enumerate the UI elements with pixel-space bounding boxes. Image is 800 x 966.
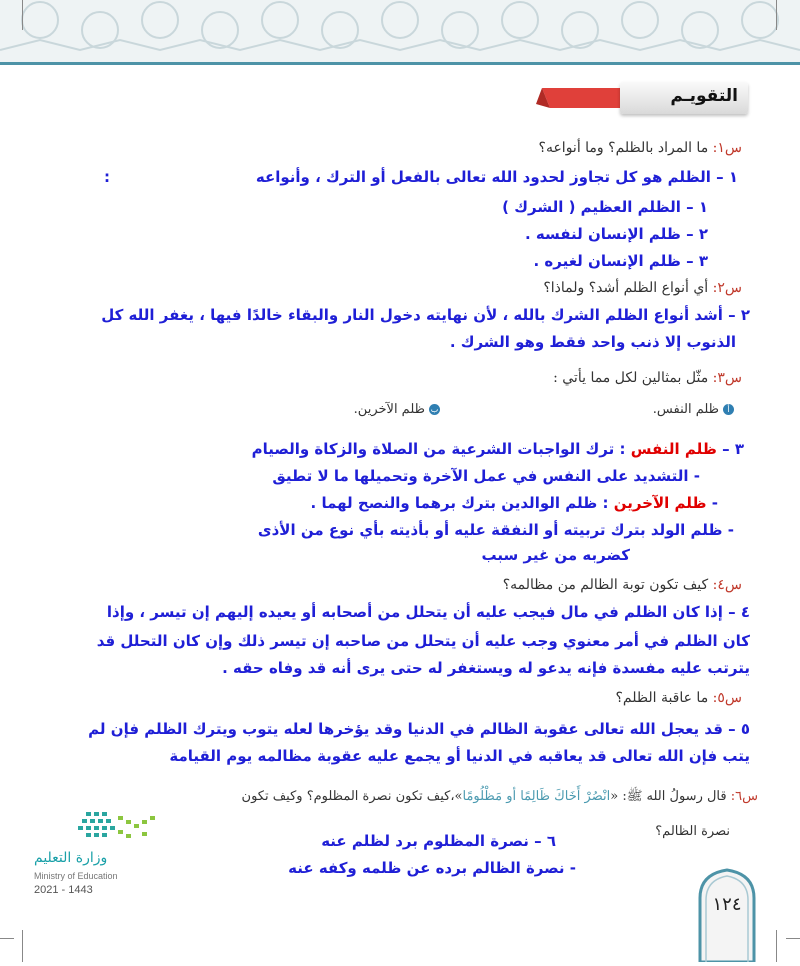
crop-mark — [0, 938, 14, 939]
option-text: ظلم الآخرين. — [353, 402, 425, 417]
page-number-tab — [696, 868, 758, 962]
question-label: س٤: — [712, 577, 742, 593]
answer-text: : — [104, 168, 110, 186]
question-text: »،كيف تكون نصرة المظلوم؟ وكيف تكون — [241, 789, 463, 804]
question-text: ما عاقبة الظلم؟ — [615, 690, 709, 706]
answer-4-line-1: ٤ – إذا كان الظلم في مال فيجب عليه أن يتحلل من أصحابه أو يعيده إليهم إن تيسر ، وإذا — [106, 603, 750, 621]
answer-4-line-2: كان الظلم في أمر معنوي وجب عليه أن يتحلل من صاحبه إن تيسر ذلك وإن كان التحلل قد — [96, 632, 750, 650]
header-pattern — [0, 0, 800, 62]
answer-6-line-2: - نصرة الظالم برده عن ظلمه وكفه عنه — [288, 859, 576, 877]
question-text: قال رسولُ الله ﷺ: « — [610, 789, 727, 804]
ministry-logo-icon — [34, 808, 164, 848]
header-rule — [0, 62, 800, 65]
question-1 — [539, 140, 742, 156]
option-text: ظلم النفس. — [652, 402, 719, 417]
ministry-year: 2021 - 1443 — [34, 884, 93, 896]
option-a — [653, 402, 734, 417]
answer-1-item-3: ٣ – ظلم الإنسان لغيره . — [533, 252, 708, 270]
answer-3-line-1 — [252, 440, 744, 458]
question-2 — [543, 280, 742, 296]
question-5 — [615, 690, 742, 706]
question-label: س٦: — [730, 789, 758, 804]
option-marker: ب — [430, 405, 439, 414]
question-text: كيف تكون توبة الظالم من مظالمه؟ — [502, 577, 709, 593]
question-text: مثّل بمثالين لكل مما يأتي : — [553, 370, 709, 386]
crop-mark — [786, 938, 800, 939]
answer-3-line-3 — [311, 494, 718, 512]
question-text: ما المراد بالظلم؟ وما أنواعه؟ — [538, 140, 709, 156]
question-label: س٢: — [712, 280, 742, 296]
answer-1-colon — [104, 168, 110, 186]
answer-3-line-4: - ظلم الولد بترك تربيته أو النفقة عليه أو بأذيته بأي نوع من الأذى — [257, 521, 734, 539]
hadith-text: انْصُرْ أَخَاكَ ظَالِمًا أو مَظْلُومًا — [462, 789, 611, 804]
ministry-name-arabic: وزارة التعليم — [34, 850, 108, 866]
question-6-line-2: نصرة الظالم؟ — [655, 824, 730, 839]
question-label: س١: — [712, 140, 742, 156]
crop-mark — [22, 930, 23, 962]
page-number: ١٢٤ — [712, 894, 742, 915]
ministry-name-english: Ministry of Education — [34, 871, 118, 881]
answer-6-line-1: ٦ – نصرة المظلوم برد لظلم عنه — [321, 832, 556, 850]
answer-prefix: - — [711, 494, 718, 512]
answer-text: ١ – الظلم هو كل تجاوز لحدود الله تعالى بالفعل أو الترك ، وأنواعه — [255, 168, 738, 186]
section-arrow-icon — [536, 84, 626, 112]
answer-highlight: ظلم الآخرين — [613, 494, 707, 512]
answer-text: : ظلم الوالدين بترك برهما والنصح لهما . — [310, 494, 609, 512]
section-title: التقويـم — [670, 86, 738, 106]
question-label: س٣: — [712, 370, 742, 386]
answer-5-line-1: ٥ – قد يعجل الله تعالى عقوبة الظالم في الدنيا وقد يؤخرها لعله يتوب ويترك الظلم فإن لم — [88, 720, 750, 738]
crop-mark — [776, 930, 777, 962]
answer-text: : ترك الواجبات الشرعية من الصلاة والزكاة والصيام — [251, 440, 626, 458]
ministry-logo — [34, 808, 174, 898]
option-marker: أ — [723, 404, 734, 415]
question-label: س٥: — [712, 690, 742, 706]
question-4 — [503, 577, 742, 593]
answer-prefix: ٣ – — [722, 440, 744, 458]
answer-4-line-3: يترتب عليه مفسدة فإنه يدعو له ويستغفر له حتى يرى أنه قد وفاه حقه . — [222, 659, 750, 677]
question-6 — [242, 788, 758, 807]
answer-2-line-1: ٢ – أشد أنواع الظلم الشرك بالله ، لأن نهايته دخول النار والبقاء خالدًا فيها ، يغفر الله كل — [101, 306, 750, 324]
answer-3-line-5: كضربه من غير سبب — [481, 546, 630, 564]
answer-1-line-1 — [256, 168, 738, 186]
option-b — [354, 402, 440, 417]
question-3 — [553, 370, 742, 386]
answer-1-item-2: ٢ – ظلم الإنسان لنفسه . — [524, 225, 708, 243]
answer-highlight: ظلم النفس — [630, 440, 717, 458]
crop-mark — [22, 0, 23, 30]
answer-3-line-2: - التشديد على النفس في عمل الآخرة وتحميلها ما لا تطيق — [272, 467, 700, 485]
crop-mark — [776, 0, 777, 30]
answer-2-line-2: الذنوب إلا ذنب واحد فقط وهو الشرك . — [449, 333, 736, 351]
answer-1-item-1: ١ – الظلم العظيم ( الشرك ) — [502, 198, 708, 216]
question-text: أي أنواع الظلم أشد؟ ولماذا؟ — [543, 280, 709, 296]
page-tab-shape — [696, 868, 758, 962]
section-badge — [536, 82, 748, 114]
answer-5-line-2: يتب فإن الله تعالى قد يعاقبه في الدنيا أو يجمع عليه عقوبة مظالمه يوم القيامة — [169, 747, 750, 765]
